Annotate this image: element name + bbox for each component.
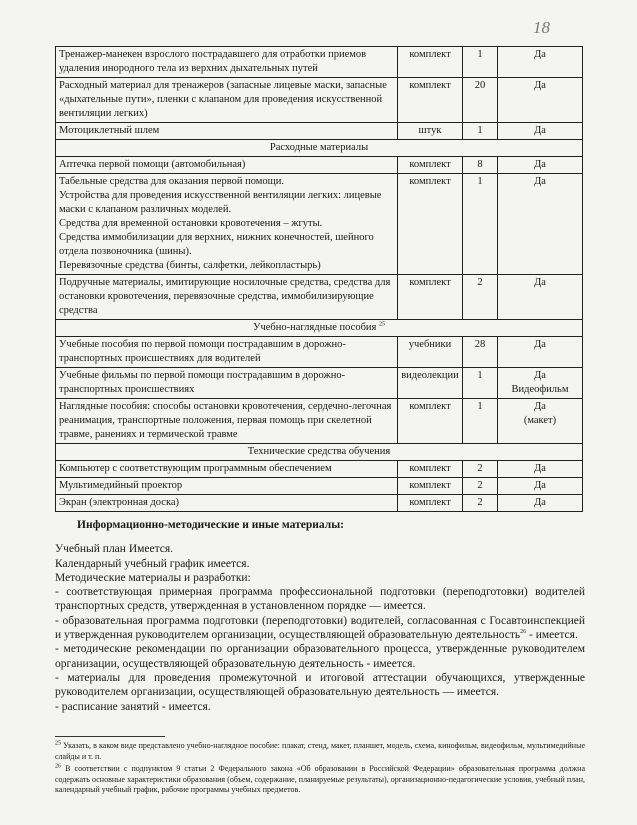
item-availability: Да [498, 123, 583, 140]
item-quantity: 28 [463, 337, 498, 368]
item-name: Учебные пособия по первой помощи пострадавшим в дорожно-транспортных происшествиях для водителей [56, 337, 398, 368]
table-row [56, 478, 583, 495]
item-quantity: 1 [463, 399, 498, 444]
item-name: Компьютер с соответствующим программным обеспечением [56, 461, 398, 478]
table-row [56, 157, 583, 174]
info-line-recommendations: - методические рекомендации по организации образовательного процесса, утвержденные руководителем организации, осуществляющей образовательную деятельность - имеется. [55, 643, 585, 670]
item-availability: Да (макет) [498, 399, 583, 444]
item-quantity: 20 [463, 78, 498, 123]
info-line-plan: Учебный план Имеется. [55, 543, 174, 556]
item-name: Мотоциклетный шлем [56, 123, 398, 140]
item-availability: Да Видеофильм [498, 368, 583, 399]
item-name: Табельные средства для оказания первой помощи. Устройства для проведения искусственной вентиляции легких: лицевые маски с клапаном различных моделей. Средства для временной остановки кровотечения – жгуты. Средства иммобилизации для верхних, нижних конечностей, шейного отдела позвоночника (шины). Перевязочные средства (бинты, салфетки, лейкопластырь) [56, 174, 398, 275]
item-quantity: 2 [463, 478, 498, 495]
item-name: Наглядные пособия: способы остановки кровотечения, сердечно-легочная реанимация, транспортные положения, первая помощь при скелетной травме, ранениях и термической травме [56, 399, 398, 444]
info-line-schedule: Календарный учебный график имеется. [55, 557, 250, 570]
table-row [56, 399, 583, 444]
item-quantity: 2 [463, 461, 498, 478]
info-line-edu-program [55, 614, 585, 643]
info-section [55, 518, 585, 714]
item-unit: комплект [398, 461, 463, 478]
item-unit: комплект [398, 78, 463, 123]
item-quantity: 8 [463, 157, 498, 174]
table-section-row [56, 140, 583, 157]
item-quantity: 1 [463, 47, 498, 78]
table-row [56, 78, 583, 123]
info-title: Информационно-методические и иные материалы: [77, 519, 345, 531]
item-name: Подручные материалы, имитирующие носилочные средства, средства для остановки кровотечения, перевязочные средства, иммобилизирующие средства [56, 275, 398, 320]
footnote-divider [55, 736, 165, 737]
info-line-sample-program: - соответствующая примерная программа профессиональной подготовки (переподготовки) водителей транспортных средств, утвержденная в установленном порядке — имеется. [55, 586, 585, 613]
page-number: 18 [533, 18, 550, 37]
item-unit: комплект [398, 47, 463, 78]
table-row [56, 368, 583, 399]
table-row [56, 47, 583, 78]
info-line-attestation: - материалы для проведения промежуточной и итоговой аттестации обучающихся, утвержденные руководителем организации, осуществляющей образовательную деятельность — имеется. [55, 671, 585, 699]
table-row [56, 495, 583, 512]
item-quantity: 1 [463, 368, 498, 399]
footnote-text: В соответствии с подпунктом 9 статьи 2 Федерального закона «Об образовании в Российской Федерации» образовательная программа должна содержать основные характеристики образования (объем, содержание, планируемые результаты), организационно-педагогические условия, учебный план, календарный учебный график, рабочие программы учебных предметов. [55, 764, 586, 794]
item-name: Экран (электронная доска) [56, 495, 398, 512]
item-quantity: 1 [463, 174, 498, 275]
item-unit: комплект [398, 157, 463, 174]
section-title [56, 140, 583, 157]
info-line-timetable: - расписание занятий - имеется. [55, 700, 211, 713]
section-title [56, 444, 583, 461]
table-row [56, 275, 583, 320]
section-title-text: Учебно-наглядные пособия [253, 322, 377, 333]
footnote-number: 25 [55, 740, 61, 747]
table-row [56, 123, 583, 140]
info-line-edu-program-tail: - имеется. [526, 629, 578, 642]
item-availability: Да [498, 157, 583, 174]
item-quantity: 2 [463, 495, 498, 512]
footnotes [55, 736, 585, 798]
footnote-26 [55, 764, 585, 796]
item-unit: комплект [398, 174, 463, 275]
footnote-25 [55, 741, 585, 762]
item-availability: Да [498, 461, 583, 478]
item-availability: Да [498, 478, 583, 495]
item-availability: Да [498, 337, 583, 368]
table-row [56, 337, 583, 368]
item-name: Тренажер-манекен взрослого пострадавшего для отработки приемов удаления инородного тела из верхних дыхательных путей [56, 47, 398, 78]
item-unit: штук [398, 123, 463, 140]
item-unit: комплект [398, 399, 463, 444]
info-line-methods: Методические материалы и разработки: [55, 571, 251, 584]
equipment-table [55, 46, 583, 512]
item-unit: комплект [398, 275, 463, 320]
item-quantity: 2 [463, 275, 498, 320]
table-row [56, 174, 583, 275]
info-line-edu-program-text: - образовательная программа подготовки (переподготовки) водителей, согласованная с Госавтоинспекцией и утвержденная руководителем организации, осуществляющей образовательную деятельность [55, 614, 585, 642]
item-availability: Да [498, 495, 583, 512]
item-quantity: 1 [463, 123, 498, 140]
item-name: Мультимедийный проектор [56, 478, 398, 495]
table-section-row [56, 444, 583, 461]
equipment-table-body [56, 47, 583, 512]
footnote-ref-26: 26 [520, 629, 527, 636]
footnote-text: Указать, в каком виде представлено учебно-наглядное пособие: плакат, стенд, макет, планшет, модель, схема, кинофильм, видеофильм, мультимедийные слайды и т. п. [55, 741, 586, 761]
item-availability: Да [498, 78, 583, 123]
item-name: Расходный материал для тренажеров (запасные лицевые маски, запасные «дыхательные пути», пленки с клапаном для проведения искусственной вентиляции легких) [56, 78, 398, 123]
item-availability: Да [498, 275, 583, 320]
item-unit: учебники [398, 337, 463, 368]
table-section-row [56, 320, 583, 337]
item-availability: Да [498, 47, 583, 78]
section-title-text: Технические средства обучения [247, 446, 391, 457]
item-unit: комплект [398, 495, 463, 512]
footnote-ref: 25 [378, 321, 385, 328]
item-availability: Да [498, 174, 583, 275]
table-row [56, 461, 583, 478]
item-name: Учебные фильмы по первой помощи пострадавшим в дорожно-транспортных происшествиях [56, 368, 398, 399]
footnote-number: 26 [55, 763, 61, 770]
item-name: Аптечка первой помощи (автомобильная) [56, 157, 398, 174]
item-unit: комплект [398, 478, 463, 495]
item-unit: видеолекции [398, 368, 463, 399]
section-title-text: Расходные материалы [269, 142, 369, 153]
section-title [56, 320, 583, 337]
